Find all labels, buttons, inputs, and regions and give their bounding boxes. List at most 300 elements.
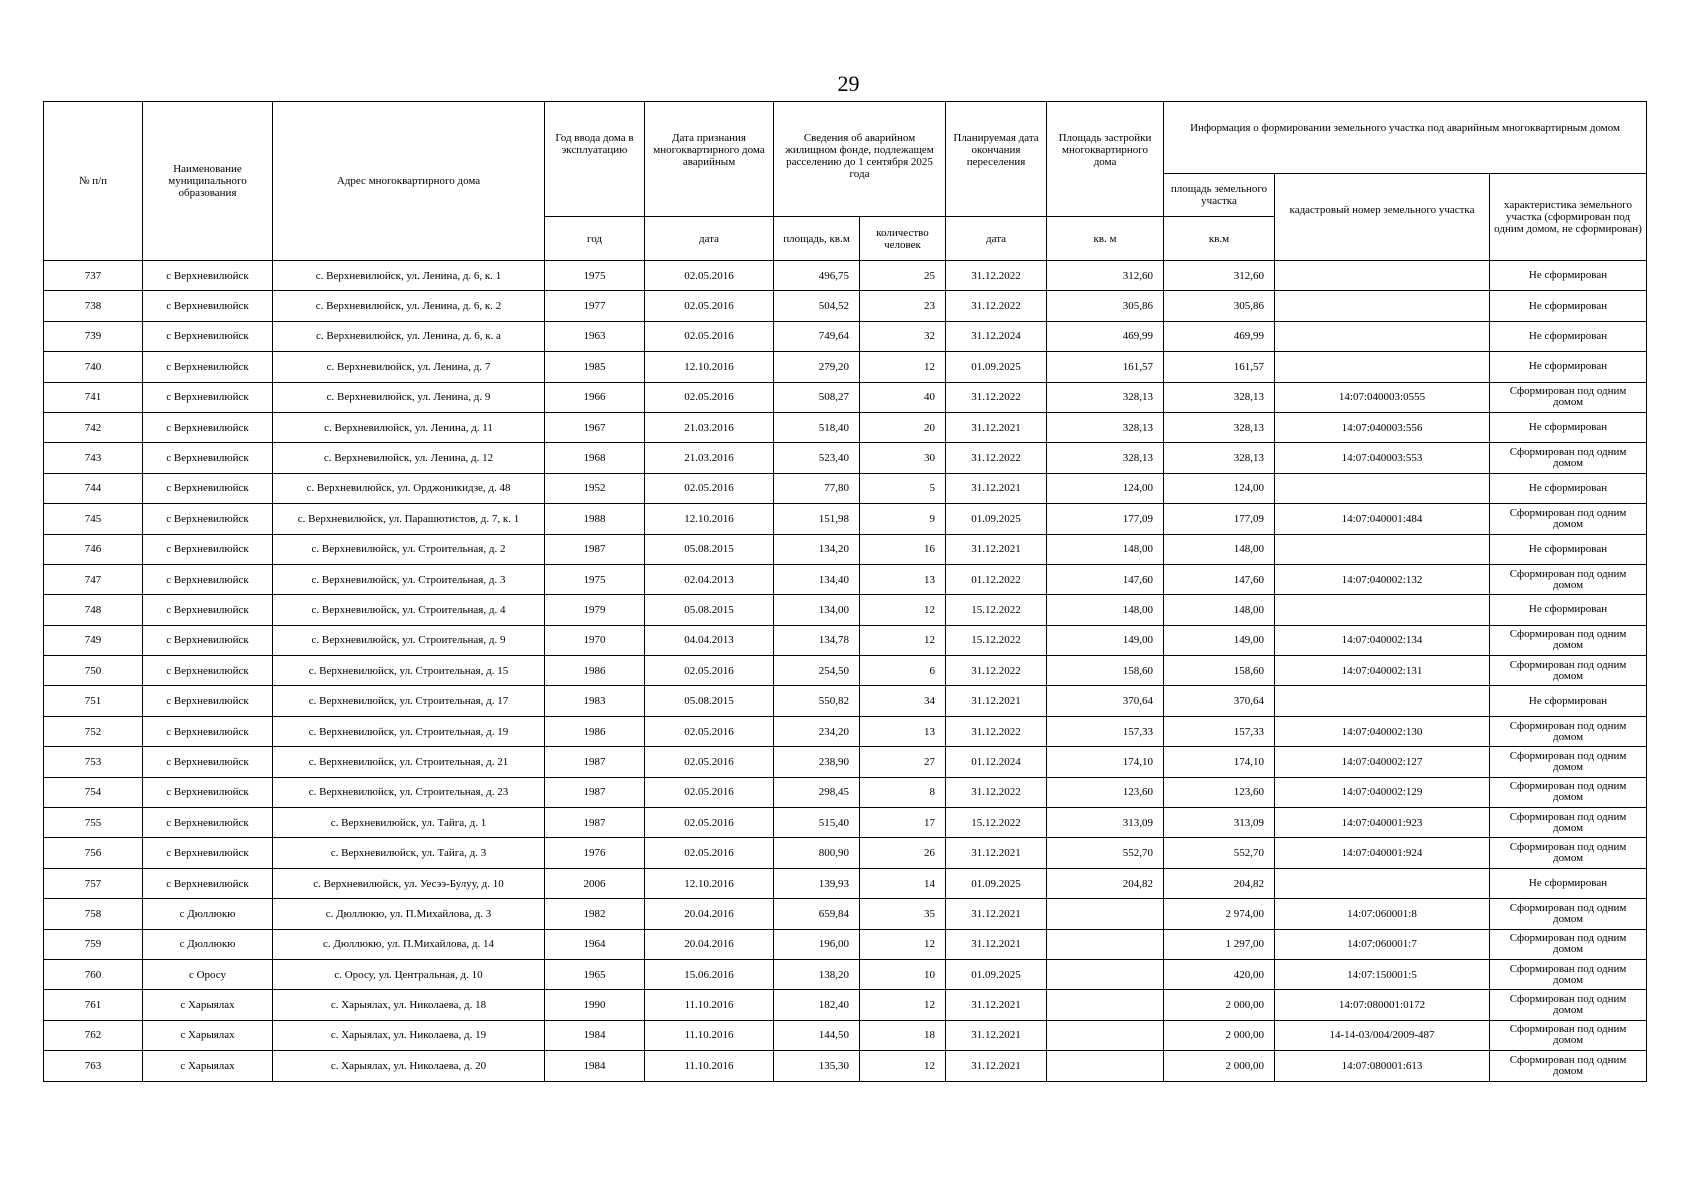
cell-municipality: с Верхневилюйск [143, 412, 273, 442]
cell-year: 1986 [545, 716, 645, 746]
table-row [44, 443, 1647, 473]
table-row [44, 1051, 1647, 1081]
cell-cadastral: 14:07:060001:8 [1275, 899, 1490, 929]
cell-area: 496,75 [774, 261, 860, 291]
cell-year: 1986 [545, 656, 645, 686]
cell-people: 34 [860, 686, 946, 716]
table-row [44, 808, 1647, 838]
cell-year: 1987 [545, 534, 645, 564]
cell-planned-date: 01.12.2024 [946, 747, 1047, 777]
cell-cadastral: 14:07:040002:129 [1275, 777, 1490, 807]
cell-date: 11.10.2016 [645, 990, 774, 1020]
cell-municipality: с Верхневилюйск [143, 808, 273, 838]
cell-date: 20.04.2016 [645, 929, 774, 959]
cell-area: 298,45 [774, 777, 860, 807]
cell-year: 2006 [545, 868, 645, 898]
cell-land-area: 328,13 [1164, 443, 1275, 473]
cell-building-area: 312,60 [1047, 261, 1164, 291]
table-row [44, 534, 1647, 564]
cell-planned-date: 01.12.2022 [946, 564, 1047, 594]
cell-municipality: с Верхневилюйск [143, 382, 273, 412]
cell-address: с. Харыялах, ул. Николаева, д. 19 [273, 1020, 545, 1050]
cell-characteristic: Не сформирован [1490, 595, 1647, 625]
cell-land-area: 2 974,00 [1164, 899, 1275, 929]
cell-cadastral: 14:07:040001:923 [1275, 808, 1490, 838]
cell-planned-date: 31.12.2022 [946, 777, 1047, 807]
cell-address: с. Верхневилюйск, ул. Ленина, д. 6, к. 1 [273, 261, 545, 291]
cell-planned-date: 31.12.2021 [946, 838, 1047, 868]
cell-planned-date: 31.12.2021 [946, 899, 1047, 929]
table-row [44, 959, 1647, 989]
cell-cadastral: 14:07:040002:130 [1275, 716, 1490, 746]
cell-characteristic: Сформирован под одним домом [1490, 564, 1647, 594]
cell-date: 02.05.2016 [645, 716, 774, 746]
cell-people: 12 [860, 990, 946, 1020]
cell-land-area: 149,00 [1164, 625, 1275, 655]
table-row [44, 1020, 1647, 1050]
cell-people: 16 [860, 534, 946, 564]
cell-characteristic: Сформирован под одним домом [1490, 443, 1647, 473]
cell-people: 35 [860, 899, 946, 929]
cell-land-area: 161,57 [1164, 352, 1275, 382]
header-emergency-fund: Сведения об аварийном жилищном фонде, подлежащем расселению до 1 сентября 2025 года [774, 102, 946, 217]
cell-address: с. Верхневилюйск, ул. Строительная, д. 21 [273, 747, 545, 777]
cell-date: 11.10.2016 [645, 1051, 774, 1081]
cell-area: 134,00 [774, 595, 860, 625]
cell-num: 745 [44, 504, 143, 534]
table-row [44, 929, 1647, 959]
cell-year: 1964 [545, 929, 645, 959]
cell-people: 13 [860, 564, 946, 594]
cell-area: 800,90 [774, 838, 860, 868]
cell-building-area: 177,09 [1047, 504, 1164, 534]
cell-planned-date: 31.12.2021 [946, 990, 1047, 1020]
cell-address: с. Дюллюкю, ул. П.Михайлова, д. 14 [273, 929, 545, 959]
cell-planned-date: 31.12.2021 [946, 473, 1047, 503]
cell-num: 763 [44, 1051, 143, 1081]
cell-address: с. Верхневилюйск, ул. Ленина, д. 12 [273, 443, 545, 473]
cell-area: 138,20 [774, 959, 860, 989]
cell-num: 742 [44, 412, 143, 442]
cell-address: с. Верхневилюйск, ул. Строительная, д. 4 [273, 595, 545, 625]
cell-people: 9 [860, 504, 946, 534]
cell-num: 748 [44, 595, 143, 625]
cell-year: 1984 [545, 1051, 645, 1081]
cell-characteristic: Сформирован под одним домом [1490, 990, 1647, 1020]
cell-planned-date: 31.12.2021 [946, 929, 1047, 959]
cell-year: 1979 [545, 595, 645, 625]
cell-cadastral: 14-14-03/004/2009-487 [1275, 1020, 1490, 1050]
cell-characteristic: Сформирован под одним домом [1490, 382, 1647, 412]
cell-planned-date: 31.12.2021 [946, 412, 1047, 442]
cell-cadastral: 14:07:040001:924 [1275, 838, 1490, 868]
cell-cadastral [1275, 595, 1490, 625]
cell-address: с. Верхневилюйск, ул. Строительная, д. 23 [273, 777, 545, 807]
cell-area: 151,98 [774, 504, 860, 534]
cell-building-area: 123,60 [1047, 777, 1164, 807]
header-date-recognition: Дата признания многоквартирного дома аварийным [645, 102, 774, 217]
header-unit-area: площадь, кв.м [774, 217, 860, 261]
cell-date: 02.05.2016 [645, 838, 774, 868]
cell-area: 518,40 [774, 412, 860, 442]
cell-characteristic: Не сформирован [1490, 261, 1647, 291]
table-row [44, 777, 1647, 807]
cell-num: 762 [44, 1020, 143, 1050]
table-row [44, 747, 1647, 777]
cell-date: 02.05.2016 [645, 321, 774, 351]
cell-characteristic: Не сформирован [1490, 868, 1647, 898]
cell-characteristic: Сформирован под одним домом [1490, 777, 1647, 807]
cell-area: 135,30 [774, 1051, 860, 1081]
cell-address: с. Верхневилюйск, ул. Ленина, д. 9 [273, 382, 545, 412]
cell-characteristic: Сформирован под одним домом [1490, 716, 1647, 746]
cell-year: 1963 [545, 321, 645, 351]
table-row [44, 473, 1647, 503]
cell-planned-date: 15.12.2022 [946, 808, 1047, 838]
table-header [44, 102, 1647, 261]
cell-date: 02.05.2016 [645, 291, 774, 321]
cell-cadastral: 14:07:040003:553 [1275, 443, 1490, 473]
table-row [44, 352, 1647, 382]
cell-date: 21.03.2016 [645, 443, 774, 473]
cell-address: с. Верхневилюйск, ул. Парашютистов, д. 7, к. 1 [273, 504, 545, 534]
cell-land-area: 157,33 [1164, 716, 1275, 746]
cell-characteristic: Сформирован под одним домом [1490, 747, 1647, 777]
table-row [44, 321, 1647, 351]
header-building-area: Площадь застройки многоквартирного дома [1047, 102, 1164, 217]
cell-planned-date: 15.12.2022 [946, 595, 1047, 625]
cell-year: 1970 [545, 625, 645, 655]
cell-num: 756 [44, 838, 143, 868]
cell-num: 743 [44, 443, 143, 473]
cell-land-area: 469,99 [1164, 321, 1275, 351]
cell-date: 12.10.2016 [645, 868, 774, 898]
cell-people: 6 [860, 656, 946, 686]
cell-building-area: 305,86 [1047, 291, 1164, 321]
cell-date: 02.05.2016 [645, 656, 774, 686]
header-unit-people: количество человек [860, 217, 946, 261]
cell-cadastral [1275, 473, 1490, 503]
cell-characteristic: Сформирован под одним домом [1490, 625, 1647, 655]
cell-address: с. Верхневилюйск, ул. Ленина, д. 6, к. 2 [273, 291, 545, 321]
cell-year: 1985 [545, 352, 645, 382]
cell-num: 739 [44, 321, 143, 351]
cell-land-area: 174,10 [1164, 747, 1275, 777]
cell-address: с. Оросу, ул. Центральная, д. 10 [273, 959, 545, 989]
header-characteristic: характеристика земельного участка (сформирован под одним домом, не сформирован) [1490, 174, 1647, 261]
cell-building-area: 124,00 [1047, 473, 1164, 503]
header-land-area: площадь земельного участка [1164, 174, 1275, 217]
cell-people: 14 [860, 868, 946, 898]
cell-num: 740 [44, 352, 143, 382]
cell-people: 30 [860, 443, 946, 473]
cell-land-area: 1 297,00 [1164, 929, 1275, 959]
cell-date: 05.08.2015 [645, 595, 774, 625]
cell-planned-date: 15.12.2022 [946, 625, 1047, 655]
cell-address: с. Верхневилюйск, ул. Ленина, д. 11 [273, 412, 545, 442]
table-row [44, 838, 1647, 868]
cell-num: 758 [44, 899, 143, 929]
cell-municipality: с Дюллюкю [143, 899, 273, 929]
cell-area: 134,40 [774, 564, 860, 594]
header-year-commission: Год ввода дома в эксплуатацию [545, 102, 645, 217]
cell-municipality: с Оросу [143, 959, 273, 989]
header-num: № п/п [44, 102, 143, 261]
cell-building-area: 149,00 [1047, 625, 1164, 655]
cell-land-area: 328,13 [1164, 382, 1275, 412]
cell-address: с. Верхневилюйск, ул. Ленина, д. 7 [273, 352, 545, 382]
cell-area: 749,64 [774, 321, 860, 351]
cell-cadastral [1275, 352, 1490, 382]
cell-people: 12 [860, 595, 946, 625]
cell-address: с. Верхневилюйск, ул. Строительная, д. 3 [273, 564, 545, 594]
cell-characteristic: Сформирован под одним домом [1490, 656, 1647, 686]
page-number: 29 [837, 71, 860, 96]
cell-people: 27 [860, 747, 946, 777]
cell-land-area: 158,60 [1164, 656, 1275, 686]
cell-area: 504,52 [774, 291, 860, 321]
cell-address: с. Верхневилюйск, ул. Тайга, д. 3 [273, 838, 545, 868]
cell-num: 746 [44, 534, 143, 564]
cell-land-area: 2 000,00 [1164, 1051, 1275, 1081]
cell-date: 02.05.2016 [645, 747, 774, 777]
cell-building-area: 148,00 [1047, 595, 1164, 625]
cell-date: 05.08.2015 [645, 686, 774, 716]
cell-land-area: 124,00 [1164, 473, 1275, 503]
cell-date: 02.05.2016 [645, 261, 774, 291]
header-land-info: Информация о формировании земельного участка под аварийным многоквартирным домом [1164, 102, 1647, 174]
table-row [44, 656, 1647, 686]
cell-area: 523,40 [774, 443, 860, 473]
cell-cadastral: 14:07:040003:556 [1275, 412, 1490, 442]
cell-cadastral: 14:07:080001:0172 [1275, 990, 1490, 1020]
cell-year: 1975 [545, 261, 645, 291]
header-unit-date2: дата [946, 217, 1047, 261]
cell-characteristic: Не сформирован [1490, 291, 1647, 321]
cell-municipality: с Харыялах [143, 1020, 273, 1050]
cell-area: 279,20 [774, 352, 860, 382]
cell-cadastral: 14:07:040001:484 [1275, 504, 1490, 534]
cell-characteristic: Сформирован под одним домом [1490, 899, 1647, 929]
cell-area: 515,40 [774, 808, 860, 838]
cell-year: 1968 [545, 443, 645, 473]
cell-num: 747 [44, 564, 143, 594]
cell-date: 02.04.2013 [645, 564, 774, 594]
cell-building-area: 328,13 [1047, 382, 1164, 412]
cell-land-area: 204,82 [1164, 868, 1275, 898]
cell-planned-date: 01.09.2025 [946, 868, 1047, 898]
table-row [44, 990, 1647, 1020]
cell-area: 234,20 [774, 716, 860, 746]
cell-municipality: с Верхневилюйск [143, 838, 273, 868]
cell-characteristic: Сформирован под одним домом [1490, 504, 1647, 534]
cell-cadastral: 14:07:040002:131 [1275, 656, 1490, 686]
cell-municipality: с Верхневилюйск [143, 777, 273, 807]
cell-num: 741 [44, 382, 143, 412]
cell-people: 13 [860, 716, 946, 746]
cell-building-area: 161,57 [1047, 352, 1164, 382]
cell-planned-date: 31.12.2021 [946, 1020, 1047, 1050]
cell-date: 02.05.2016 [645, 808, 774, 838]
cell-building-area [1047, 1020, 1164, 1050]
cell-address: с. Верхневилюйск, ул. Строительная, д. 17 [273, 686, 545, 716]
cell-building-area [1047, 990, 1164, 1020]
cell-num: 754 [44, 777, 143, 807]
cell-address: с. Харыялах, ул. Николаева, д. 20 [273, 1051, 545, 1081]
cell-year: 1990 [545, 990, 645, 1020]
cell-num: 752 [44, 716, 143, 746]
table-row [44, 595, 1647, 625]
cell-cadastral [1275, 291, 1490, 321]
cell-year: 1987 [545, 808, 645, 838]
cell-area: 508,27 [774, 382, 860, 412]
cell-building-area: 158,60 [1047, 656, 1164, 686]
cell-land-area: 313,09 [1164, 808, 1275, 838]
cell-planned-date: 31.12.2022 [946, 291, 1047, 321]
cell-date: 02.05.2016 [645, 382, 774, 412]
table-row [44, 716, 1647, 746]
cell-municipality: с Верхневилюйск [143, 686, 273, 716]
cell-address: с. Верхневилюйск, ул. Тайга, д. 1 [273, 808, 545, 838]
cell-area: 134,78 [774, 625, 860, 655]
cell-building-area: 174,10 [1047, 747, 1164, 777]
cell-building-area [1047, 899, 1164, 929]
cell-municipality: с Верхневилюйск [143, 747, 273, 777]
cell-planned-date: 31.12.2021 [946, 534, 1047, 564]
cell-num: 761 [44, 990, 143, 1020]
cell-building-area: 370,64 [1047, 686, 1164, 716]
cell-land-area: 328,13 [1164, 412, 1275, 442]
cell-planned-date: 31.12.2022 [946, 382, 1047, 412]
cell-area: 254,50 [774, 656, 860, 686]
cell-municipality: с Харыялах [143, 1051, 273, 1081]
cell-building-area: 469,99 [1047, 321, 1164, 351]
cell-date: 15.06.2016 [645, 959, 774, 989]
cell-land-area: 147,60 [1164, 564, 1275, 594]
table-row [44, 686, 1647, 716]
cell-land-area: 552,70 [1164, 838, 1275, 868]
cell-year: 1984 [545, 1020, 645, 1050]
header-unit-sqm: кв. м [1047, 217, 1164, 261]
cell-year: 1965 [545, 959, 645, 989]
cell-num: 759 [44, 929, 143, 959]
cell-cadastral: 14:07:040002:127 [1275, 747, 1490, 777]
table-row [44, 868, 1647, 898]
cell-planned-date: 31.12.2021 [946, 1051, 1047, 1081]
cell-area: 144,50 [774, 1020, 860, 1050]
cell-municipality: с Верхневилюйск [143, 564, 273, 594]
cell-building-area: 328,13 [1047, 443, 1164, 473]
cell-land-area: 148,00 [1164, 534, 1275, 564]
cell-year: 1977 [545, 291, 645, 321]
cell-municipality: с Верхневилюйск [143, 595, 273, 625]
cell-num: 757 [44, 868, 143, 898]
header-unit-date: дата [645, 217, 774, 261]
table-row [44, 261, 1647, 291]
cell-cadastral [1275, 534, 1490, 564]
cell-date: 05.08.2015 [645, 534, 774, 564]
cell-building-area: 204,82 [1047, 868, 1164, 898]
cell-characteristic: Сформирован под одним домом [1490, 808, 1647, 838]
cell-building-area [1047, 959, 1164, 989]
cell-year: 1987 [545, 747, 645, 777]
cell-num: 749 [44, 625, 143, 655]
cell-year: 1982 [545, 899, 645, 929]
cell-area: 659,84 [774, 899, 860, 929]
cell-date: 11.10.2016 [645, 1020, 774, 1050]
cell-year: 1983 [545, 686, 645, 716]
cell-building-area: 552,70 [1047, 838, 1164, 868]
cell-area: 238,90 [774, 747, 860, 777]
cell-land-area: 2 000,00 [1164, 990, 1275, 1020]
cell-planned-date: 31.12.2022 [946, 261, 1047, 291]
cell-people: 20 [860, 412, 946, 442]
cell-year: 1976 [545, 838, 645, 868]
emergency-housing-table [43, 101, 1647, 1082]
cell-address: с. Верхневилюйск, ул. Строительная, д. 9 [273, 625, 545, 655]
table-row [44, 564, 1647, 594]
header-unit-year: год [545, 217, 645, 261]
cell-num: 744 [44, 473, 143, 503]
cell-characteristic: Не сформирован [1490, 534, 1647, 564]
cell-cadastral: 14:07:150001:5 [1275, 959, 1490, 989]
cell-cadastral [1275, 261, 1490, 291]
header-municipality: Наименование муниципального образования [143, 102, 273, 261]
cell-num: 751 [44, 686, 143, 716]
cell-num: 738 [44, 291, 143, 321]
cell-people: 12 [860, 352, 946, 382]
cell-planned-date: 01.09.2025 [946, 959, 1047, 989]
table-row [44, 899, 1647, 929]
cell-characteristic: Сформирован под одним домом [1490, 838, 1647, 868]
cell-year: 1952 [545, 473, 645, 503]
cell-building-area [1047, 929, 1164, 959]
cell-area: 134,20 [774, 534, 860, 564]
cell-people: 17 [860, 808, 946, 838]
table-body [44, 261, 1647, 1082]
cell-building-area: 148,00 [1047, 534, 1164, 564]
cell-area: 77,80 [774, 473, 860, 503]
cell-building-area: 313,09 [1047, 808, 1164, 838]
cell-planned-date: 01.09.2025 [946, 504, 1047, 534]
cell-land-area: 177,09 [1164, 504, 1275, 534]
cell-cadastral: 14:07:040002:132 [1275, 564, 1490, 594]
cell-planned-date: 31.12.2024 [946, 321, 1047, 351]
cell-year: 1966 [545, 382, 645, 412]
cell-people: 32 [860, 321, 946, 351]
cell-area: 182,40 [774, 990, 860, 1020]
cell-characteristic: Сформирован под одним домом [1490, 959, 1647, 989]
table-row [44, 382, 1647, 412]
cell-year: 1987 [545, 777, 645, 807]
table-row [44, 291, 1647, 321]
cell-people: 40 [860, 382, 946, 412]
cell-people: 25 [860, 261, 946, 291]
cell-people: 12 [860, 625, 946, 655]
cell-characteristic: Не сформирован [1490, 321, 1647, 351]
cell-people: 12 [860, 929, 946, 959]
cell-area: 196,00 [774, 929, 860, 959]
cell-address: с. Верхневилюйск, ул. Строительная, д. 15 [273, 656, 545, 686]
table-row [44, 412, 1647, 442]
cell-num: 750 [44, 656, 143, 686]
cell-planned-date: 31.12.2022 [946, 443, 1047, 473]
cell-land-area: 123,60 [1164, 777, 1275, 807]
cell-date: 02.05.2016 [645, 777, 774, 807]
cell-people: 18 [860, 1020, 946, 1050]
cell-num: 737 [44, 261, 143, 291]
cell-address: с. Верхневилюйск, ул. Орджоникидзе, д. 48 [273, 473, 545, 503]
